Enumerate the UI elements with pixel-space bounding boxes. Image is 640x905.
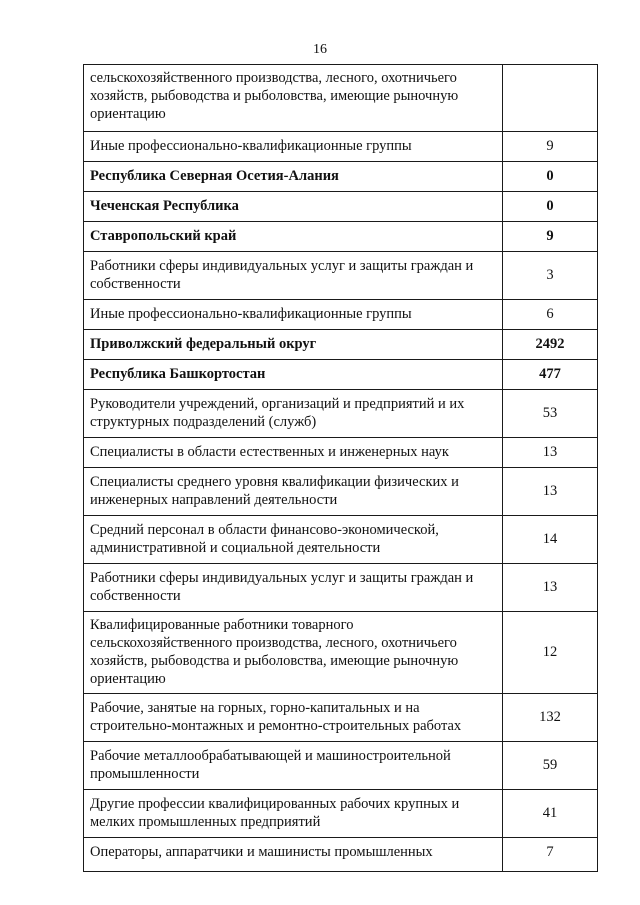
group-name-cell: сельскохозяйственного производства, лесного, охотничьего хозяйств, рыбоводства и рыболовства, имеющие рыночную ориентацию — [84, 65, 503, 132]
group-name-cell: Специалисты среднего уровня квалификации физических и инженерных направлений деятельности — [84, 468, 503, 516]
count-cell: 9 — [503, 132, 598, 162]
count-cell: 477 — [503, 360, 598, 390]
count-cell: 12 — [503, 612, 598, 694]
statistics-table — [83, 64, 598, 872]
group-name-cell: Операторы, аппаратчики и машинисты промышленных — [84, 838, 503, 872]
table-row — [84, 390, 598, 438]
count-cell: 0 — [503, 162, 598, 192]
count-cell — [503, 65, 598, 132]
table-row — [84, 300, 598, 330]
table-row-region — [84, 192, 598, 222]
group-name-cell: Другие профессии квалифицированных рабочих крупных и мелких промышленных предприятий — [84, 790, 503, 838]
table-row-region — [84, 360, 598, 390]
region-name-cell: Приволжский федеральный округ — [84, 330, 503, 360]
group-name-cell: Руководители учреждений, организаций и предприятий и их структурных подразделений (служб) — [84, 390, 503, 438]
group-name-cell: Работники сферы индивидуальных услуг и защиты граждан и собственности — [84, 564, 503, 612]
count-cell: 132 — [503, 694, 598, 742]
region-name-cell: Республика Башкортостан — [84, 360, 503, 390]
count-cell: 13 — [503, 564, 598, 612]
table-row — [84, 564, 598, 612]
count-cell: 13 — [503, 468, 598, 516]
group-name-cell: Рабочие металлообрабатывающей и машиностроительной промышленности — [84, 742, 503, 790]
table-row — [84, 438, 598, 468]
table-row — [84, 468, 598, 516]
table-row — [84, 65, 598, 132]
count-cell: 3 — [503, 252, 598, 300]
table-row — [84, 742, 598, 790]
table-row — [84, 516, 598, 564]
group-name-cell: Работники сферы индивидуальных услуг и защиты граждан и собственности — [84, 252, 503, 300]
group-name-cell: Средний персонал в области финансово-экономической, административной и социальной деятельности — [84, 516, 503, 564]
count-cell: 41 — [503, 790, 598, 838]
table-row-region — [84, 222, 598, 252]
table-body — [84, 65, 598, 872]
region-name-cell: Ставропольский край — [84, 222, 503, 252]
count-cell: 13 — [503, 438, 598, 468]
count-cell: 2492 — [503, 330, 598, 360]
table-row — [84, 838, 598, 872]
count-cell: 7 — [503, 838, 598, 872]
group-name-cell: Иные профессионально-квалификационные группы — [84, 132, 503, 162]
count-cell: 0 — [503, 192, 598, 222]
page-number: 16 — [313, 42, 327, 57]
count-cell: 53 — [503, 390, 598, 438]
region-name-cell: Республика Северная Осетия-Алания — [84, 162, 503, 192]
table-row-region — [84, 330, 598, 360]
table-row — [84, 612, 598, 694]
table-row — [84, 694, 598, 742]
table-row — [84, 132, 598, 162]
count-cell: 59 — [503, 742, 598, 790]
count-cell: 9 — [503, 222, 598, 252]
group-name-cell: Рабочие, занятые на горных, горно-капитальных и на строительно-монтажных и ремонтно-строительных работах — [84, 694, 503, 742]
region-name-cell: Чеченская Республика — [84, 192, 503, 222]
count-cell: 6 — [503, 300, 598, 330]
count-cell: 14 — [503, 516, 598, 564]
table-row-region — [84, 162, 598, 192]
group-name-cell: Специалисты в области естественных и инженерных наук — [84, 438, 503, 468]
group-name-cell: Квалифицированные работники товарного сельскохозяйственного производства, лесного, охотничьего хозяйств, рыбоводства и рыболовства, имеющие рыночную ориентацию — [84, 612, 503, 694]
table-row — [84, 252, 598, 300]
table-row — [84, 790, 598, 838]
group-name-cell: Иные профессионально-квалификационные группы — [84, 300, 503, 330]
